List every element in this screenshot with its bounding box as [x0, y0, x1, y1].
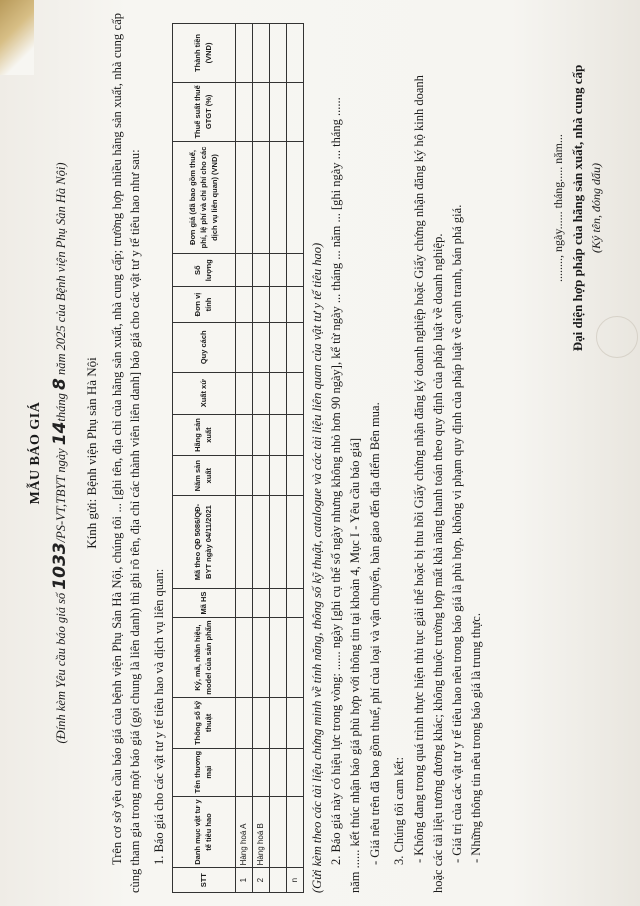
intro-paragraph: Trên cơ sở yêu cầu báo giá của bệnh viện Phụ Sản Hà Nội, chúng tôi ... [ghi tên, địa chỉ của hãng sản xuất, nhà cung cấp; trường hợp nhiều hãng sản xuất, nhà cung cấp cùng tham gia trong một báo giá (gọi chung là liên danh) thì ghi rõ tên, địa chỉ các thành viên liên danh] báo giá cho các vật tư y tế tiêu hao như sau: — [109, 13, 142, 893]
table-cell: Hàng hoá B — [253, 796, 270, 868]
subtitle-prefix: (Đính kèm Yêu cầu báo giá số — [54, 592, 69, 744]
table-cell: 2 — [253, 868, 270, 893]
commitment-2: - Giá trị của các vật tư y tế tiêu hao nêu trong báo giá là phù hợp, không vi phạm quy định của pháp luật về cạnh tranh, bán phá giá. — [450, 204, 465, 863]
handwritten-number: 1033 — [50, 542, 71, 590]
col-header: Thông số kỹ thuật — [173, 698, 236, 748]
table-header-row — [173, 24, 236, 893]
col-header: Hãng sản xuất — [173, 414, 236, 456]
table-cell — [287, 796, 304, 868]
col-header: Số lượng — [173, 254, 236, 287]
signature-date: ........, ngày...... tháng..... năm... — [551, 134, 565, 282]
table-row — [236, 24, 253, 893]
col-header: STT — [173, 868, 236, 893]
subtitle-mid: /PS-VT,TBYT ngày — [54, 448, 69, 543]
col-header: Thành tiền (VND) — [173, 24, 236, 83]
col-header: Ký, mã, nhãn hiệu, model của sản phẩm — [173, 617, 236, 697]
col-header: Xuất xứ — [173, 372, 236, 414]
col-header: Mã theo QĐ 5086/QĐ-BYT ngày 04/11/2021 — [173, 496, 236, 589]
col-header: Đơn vị tính — [173, 287, 236, 322]
section-3-heading: 3. Chúng tôi cam kết: — [391, 757, 406, 865]
table-cell: Hàng hoá A — [236, 796, 253, 868]
recipient-line: Kính gửi: Bệnh viện Phụ sản Hà Nội — [83, 357, 99, 549]
quotation-table — [172, 23, 304, 893]
handwritten-day: 14 — [50, 421, 71, 446]
section-1-heading: 1. Báo giá cho các vật tư y tế tiêu hao và dịch vụ liên quan: — [152, 568, 167, 865]
section-2-continuation: năm ...... kết thúc nhận báo giá phù hợp với thông tin tại khoản 4, Mục I - Yêu cầu báo giá] — [348, 437, 363, 893]
col-header: Danh mục vật tư y tế tiêu hao — [173, 796, 236, 868]
commitment-3: - Những thông tin nêu trong báo giá là trung thực. — [469, 613, 484, 863]
col-header: Đơn giá (đã bao gồm thuế, phí, lệ phí và chi phí cho các dịch vụ liên quan) (VND) — [173, 141, 236, 253]
table-row — [270, 24, 287, 893]
table-cell — [270, 796, 287, 868]
col-header: Mã HS — [173, 589, 236, 618]
subtitle-suffix: năm 2025 của Bệnh viện Phụ Sản Hà Nội) — [54, 162, 69, 375]
table-cell — [270, 868, 287, 893]
col-header: Tên thương mại — [173, 748, 236, 796]
subtitle-month-label: tháng — [54, 393, 69, 422]
table-note: (Gửi kèm theo các tài liệu chứng minh về tính năng, thông số kỹ thuật, catalogue và các tài liệu liên quan của vật tư y tế tiêu hao) — [310, 242, 325, 893]
table-row — [253, 24, 270, 893]
table-row — [287, 24, 304, 893]
col-header: Năm sản xuất — [173, 456, 236, 496]
table-cell: 1 — [236, 868, 253, 893]
handwritten-month: 8 — [50, 378, 71, 390]
section-2-validity: 2. Báo giá này có hiệu lực trong vòng: ...... ngày [ghi cụ thể số ngày nhưng không nhỏ hơn 90 ngày], kể từ ngày ... tháng ... năm ... [ghi ngày ... tháng ...... — [329, 97, 344, 865]
table-cell: n — [287, 868, 304, 893]
commitment-1-continuation: hoặc các tài liệu tương đương khác; không thuộc trường hợp mất khả năng thanh toán theo quy định của pháp luật về doanh nghiệp. — [430, 233, 445, 893]
section-2-price-note: - Giá nêu trên đã bao gồm thuế, phí của loại và vận chuyển, bàn giao đến địa điểm Bên mua. — [367, 402, 382, 865]
col-header: Thuế suất thuế GTGT (%) — [173, 82, 236, 141]
signature-note: (Ký tên, đóng dấu) — [589, 163, 604, 253]
col-header: Quy cách — [173, 322, 236, 372]
document-subtitle — [48, 13, 73, 893]
signature-block — [550, 43, 606, 373]
document-title: MẪU BÁO GIÁ — [28, 401, 43, 505]
signature-role: Đại diện hợp pháp của hãng sản xuất, nhà cung cấp — [570, 64, 586, 352]
quotation-form-page — [20, 13, 620, 893]
commitment-1: - Không đang trong quá trình thực hiện thủ tục giải thể hoặc bị thu hồi Giấy chứng nhận đăng ký doanh nghiệp hoặc Giấy chứng nhận đăng ký hộ kinh doanh — [411, 75, 426, 863]
